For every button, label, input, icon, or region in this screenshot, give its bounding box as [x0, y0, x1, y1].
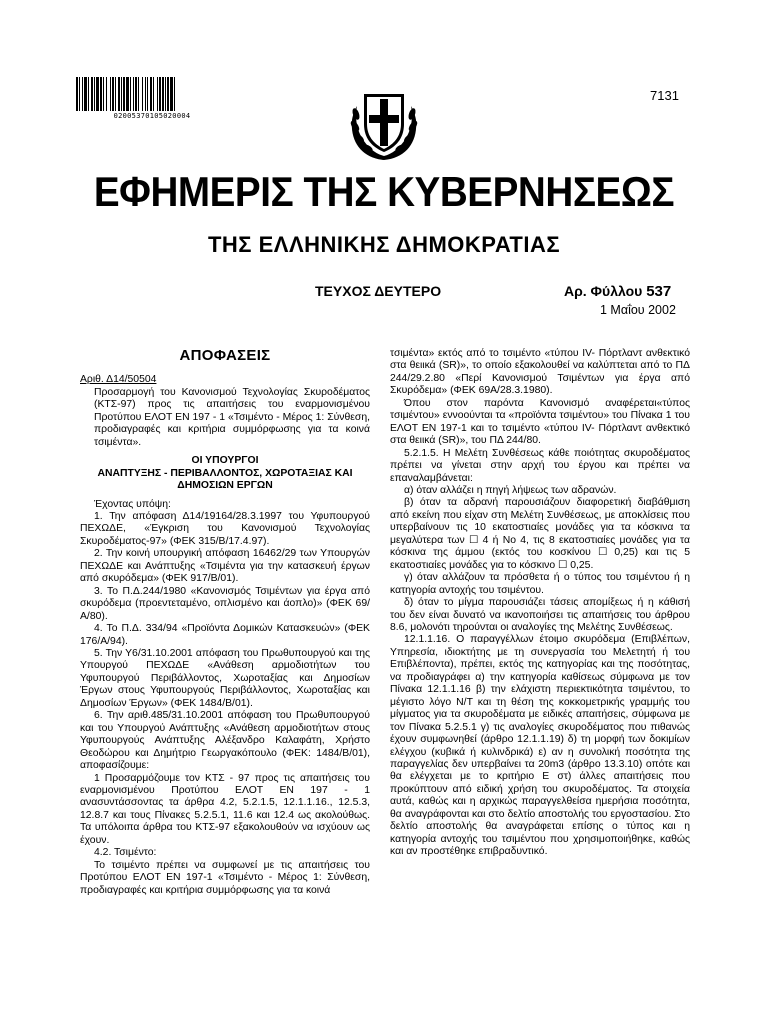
- paragraph: 4.2. Τσιμέντο:: [94, 847, 157, 859]
- paragraph: 1. Την απόφαση Δ14/19164/28.3.1997 του Υφυπουργού ΠΕΧΩΔΕ, «Έγκριση του Κανονισμού Τεχνολογίας Σκυροδέματος-97» (ΦΕΚ 315/Β/17.4.97).: [80, 510, 370, 547]
- paragraph: Έχοντας υπόψη:: [94, 498, 171, 510]
- newspaper-title: ΕΦΗΜΕΡΙΣ ΤΗΣ ΚΥΒΕΡΝΗΣΕΩΣ: [93, 168, 675, 215]
- barcode: [76, 77, 228, 121]
- paragraph: 1 Προσαρμόζουμε τον ΚΤΣ - 97 προς τις απαιτήσεις του εναρμονισμένου Προτύπου ΕΛΟΤ ΕΝ 197 - 1 ανασυντάσσοντας τα άρθρα 4.2, 5.2.1.5, 12.1.1.16., 12.5.3, 12.8.7 και τους Πίνακες 5.2.5.1, 11.6 και 12.4 ως ακολούθως. Τα υπόλοιπα άρθρα του ΚΤΣ-97 εξακολουθούν να ισχύουν ως έχουν.: [80, 772, 370, 846]
- ministers-heading-2: ΑΝΑΠΤΥΞΗΣ - ΠΕΡΙΒΑΛΛΟΝΤΟΣ, ΧΩΡΟΤΑΞΙΑΣ ΚΑΙ ΔΗΜΟΣΙΩΝ ΕΡΓΩΝ: [97, 467, 353, 492]
- paragraph: γ) όταν αλλάζουν τα πρόσθετα ή ο τύπος του τσιμέντου ή η κατηγορία αντοχής του τσιμέντου.: [390, 572, 690, 596]
- decision-number: Αριθ. Δ14/50504: [80, 374, 157, 386]
- paragraph: β) όταν τα αδρανή παρουσιάζουν διαφορετική διαβάθμιση από εκείνη που είχαν στη Μελέτη Συνθέσεως, με αποκλίσεις που υπερβαίνουν τις 10 εκατοστιαίες μονάδες για τα κόσκινα τα μεγαλύτερα των ☐ 4 ή Νο 4, τις 8 εκατοστιαίες μονάδες για τα κόσκινα της άμμου (εκτός του κοσκίνου ☐ 0,25) και τις 5 εκατοστιαίες μονάδες για το κόσκινο ☐ 0,25.: [390, 497, 690, 571]
- paragraph: 5.2.1.5. Η Μελέτη Συνθέσεως κάθε ποιότητας σκυροδέματος πρέπει να γίνεται στην αρχή του έργου και πρέπει να επαναλαμβάνεται:: [390, 447, 690, 484]
- barcode-number: 02005370105020004: [113, 112, 191, 120]
- barcode-bar: [175, 77, 177, 111]
- left-column: [80, 347, 370, 897]
- sheet-number: 537: [646, 283, 672, 300]
- issue-date: 1 Μαΐου 2002: [600, 303, 676, 317]
- paragraph: 3. Το Π.Δ.244/1980 «Κανονισμός Τσιμέντων για έργα από σκυρόδεμα (προεντεταμένο, οπλισμένο και άοπλο)» (ΦΕΚ 69/Α/80).: [80, 585, 370, 622]
- section-heading: ΑΠΟΦΑΣΕΙΣ: [179, 347, 271, 364]
- paragraph: 5. Την Υ6/31.10.2001 απόφαση του Πρωθυπουργού και της Υπουργού ΠΕΧΩΔΕ «Ανάθεση αρμοδιοτήτων του Υφυπουργού Περιβάλλοντος, Χωροταξίας και Δημοσίων Έργων στους Υφυπουργούς Περιβάλλοντος, Χωροταξίας και Δημοσίων Έργων» (ΦΕΚ 1484/Β/01).: [80, 647, 370, 709]
- paragraph: Όπου στον παρόντα Κανονισμό αναφέρεται«τύπος τσιμέντου» εννοούνται τα «προϊόντα τσιμέντου» του Πίνακα 1 του ΕΛΟΤ ΕΝ 197-1 και το τσιμέντο «τύπου IV- Πόρτλαντ ανθεκτικό στα θειικά (SR)», του ΠΔ 244/80.: [390, 397, 690, 447]
- greek-coat-of-arms-icon: [344, 84, 424, 164]
- paragraph: 6. Την αριθ.485/31.10.2001 απόφαση του Πρωθυπουργού και του Υπουργού Ανάπτυξης «Ανάθεση αρμοδιοτήτων στους Υφυπουργούς Ανάπτυξης Αλέξανδρο Καλαφάτη, Χρήστο Θεοδώρου και Δημήτριο Γεωργακόπουλο (ΦΕΚ: 1484/Β/01), αποφασίζουμε:: [80, 710, 370, 772]
- paragraph: 4. Το Π.Δ. 334/94 «Προϊόντα Δομικών Κατασκευών» (ΦΕΚ 176/Α/94).: [80, 623, 370, 647]
- ministers-heading-1: ΟΙ ΥΠΟΥΡΓΟΙ: [191, 455, 259, 467]
- right-column: [390, 348, 690, 859]
- paragraph: 2. Την κοινή υπουργική απόφαση 16462/29 των Υπουργών ΠΕΧΩΔΕ και Ανάπτυξης «Τσιμέντα για την κατασκευή έργων από σκυρόδεμα» (ΦΕΚ 917/Β/01).: [80, 548, 370, 585]
- paragraph: α) όταν αλλάζει η πηγή λήψεως των αδρανών.: [404, 484, 617, 496]
- sheet-label: Αρ. Φύλλου: [564, 283, 643, 299]
- sheet-number-block: [564, 283, 671, 300]
- page-number: 7131: [650, 88, 679, 103]
- paragraph: τσιμέντα» εκτός από το τσιμέντο «τύπου IV- Πόρτλαντ ανθεκτικό στα θειικά (SR)», το οποίο εξακολουθεί να καλύπτεται από το ΠΔ 244/29.2.80 «Περί Κανονισμού Τσιμέντων για έργα από Σκυρόδεμα» (ΦΕΚ 69Α/28.3.1980).: [390, 348, 690, 397]
- newspaper-subtitle: ΤΗΣ ΕΛΛΗΝΙΚΗΣ ΔΗΜΟΚΡΑΤΙΑΣ: [207, 232, 561, 257]
- paragraph: 12.1.1.16. Ο παραγγέλλων έτοιμο σκυρόδεμα (Επιβλέπων, Υπηρεσία, ιδιοκτήτης με τη συνεργασία του Μελετητή ή του Επιβλέποντα), πρέπει, εκτός της κατηγορίας και της ποσότητας, να προδιαγράφει α) την κατηγορία καθίσεως σύμφωνα με τον Πίνακα 12.1.1.16 β) την ελάχιστη περιεκτικότητα τσιμέντου, το μέγιστο λόγο Ν/Τ και τη θέση της κοκκομετρικής γραμμής του μίγματος για τα σκυροδέματα με ειδικές απαιτήσεις, σύμφωνα με τον Πίνακα 5.2.5.1 γ) τις αναλογίες σκυροδέματος που πιθανώς έχουν συμφωνηθεί (άρθρο 12.1.1.19) δ) τη μορφή των δοκιμίων ελέγχου (κυβικά ή κυλινδρικά) ε) αν η συνολική ποσότητα της παραγγελίας δεν υπερβαίνει τα 20m3 (άρθρο 13.3.10) οπότε και θα ελέγχεται με το κριτήριο Ε στ) άλλες απαιτήσεις που προκύπτουν από ειδική χρήση του σκυροδέματος. Τα στοιχεία αυτά, καθώς και η αρχικώς παραγγελθείσα ημερήσια ποσότητα, θα αναγράφονται και στο δελτίο αποστολής του εργοστασίου. Στο δελτίο αποστολής θα αναγράφεται επίσης ο τύπος και η κατηγορία αντοχής του τσιμέντου που χρησιμοποιήθηκε, καθώς και αν προστέθηκε επιβραδυντικό.: [390, 634, 690, 858]
- issue-label: ΤΕΥΧΟΣ ΔΕΥΤΕΡΟ: [315, 283, 442, 299]
- decision-title: Προσαρμογή του Κανονισμού Τεχνολογίας Σκυροδέματος (ΚΤΣ-97) προς τις απαιτήσεις του εναρμονισμένου Προτύπου ΕΛΟΤ ΕΝ 197 - 1 «Τσιμέντο - Μέρος 1: Σύνθεση, προδιαγραφές και κριτήρια συμμόρφωσης για τα κοινά τσιμέντα».: [94, 386, 370, 448]
- paragraph: δ) όταν το μίγμα παρουσιάζει τάσεις απομίξεως ή η κάθισή του δεν είναι δυνατό να ικανοποιήσει τις απαιτήσεις του άρθρου 8.6, μολονότι τηρούνται οι αναλογίες της Μελέτης Συνθέσεως.: [390, 597, 690, 633]
- paragraph: Το τσιμέντο πρέπει να συμφωνεί με τις απαιτήσεις του Προτύπου ΕΛΟΤ ΕΝ 197-1 «Τσιμέντο - Μέρος 1: Σύνθεση, προδιαγραφές και κριτήρια συμμόρφωσης για τα κοινά: [80, 859, 370, 896]
- barcode-bars: [76, 77, 228, 111]
